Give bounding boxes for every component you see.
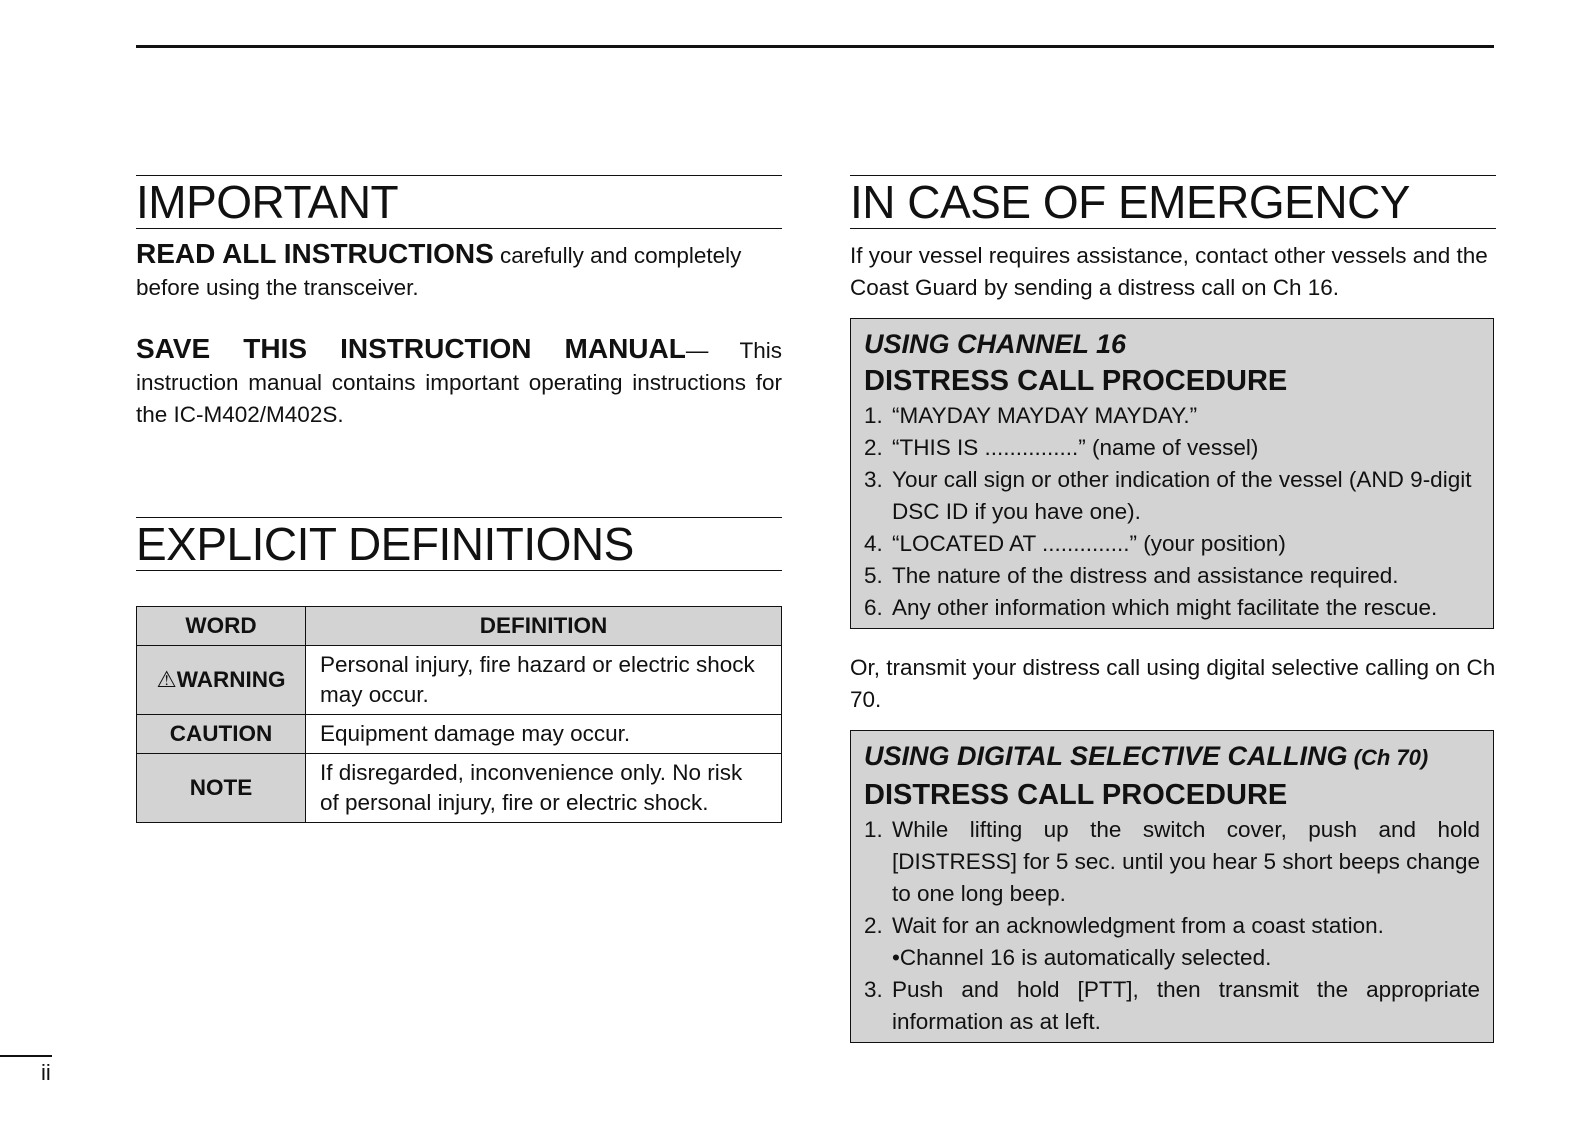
page-number: ii (41, 1060, 51, 1085)
list-item (864, 942, 1480, 974)
list-item (864, 400, 1480, 432)
step-number: 6. (864, 595, 883, 620)
save-manual-text: — This instruction manual contains important operating instructions for the IC-M402/M402S. (136, 338, 782, 427)
header-word: WORD (137, 607, 306, 646)
save-manual-paragraph (136, 333, 782, 431)
list-item (864, 464, 1480, 528)
channel16-procedure-box (850, 318, 1494, 629)
list-item (864, 910, 1480, 942)
step-number: 2. (864, 913, 883, 938)
dsc-heading: DISTRESS CALL PROCEDURE (864, 779, 1288, 811)
read-instructions-lead: READ ALL INSTRUCTIONS (136, 238, 494, 269)
step-text: “THIS IS ...............” (name of vessel) (892, 435, 1259, 460)
footer-rule (0, 1055, 52, 1057)
channel16-steps (864, 400, 1480, 624)
list-item (864, 974, 1480, 1038)
step-text: Any other information which might facilitate the rescue. (892, 595, 1438, 620)
warning-label: WARNING (176, 667, 286, 692)
step-text: Wait for an acknowledgment from a coast station. (892, 913, 1384, 938)
step-text: •Channel 16 is automatically selected. (892, 945, 1272, 970)
definitions-table (136, 606, 782, 823)
dsc-intro: Or, transmit your distress call using digital selective calling on Ch 70. (850, 655, 1496, 712)
warning-icon: ⚠ (156, 667, 177, 692)
note-definition: If disregarded, inconvenience only. No risk of personal injury, fire or electric shock. (306, 754, 782, 823)
step-number: 5. (864, 563, 883, 588)
save-manual-lead: SAVE THIS INSTRUCTION MANUAL (136, 333, 686, 364)
step-number: 1. (864, 817, 883, 842)
emergency-title: IN CASE OF EMERGENCY (850, 175, 1496, 229)
caution-definition: Equipment damage may occur. (306, 715, 782, 754)
emergency-intro: If your vessel requires assistance, contact other vessels and the Coast Guard by sending a distress call on Ch 16. (850, 243, 1488, 300)
read-instructions-text: carefully and completely before using the transceiver. (136, 243, 742, 300)
step-text: Your call sign or other indication of the vessel (AND 9-digit DSC ID if you have one). (892, 467, 1472, 524)
table-row (137, 715, 782, 754)
list-item (864, 560, 1480, 592)
step-number: 3. (864, 467, 883, 492)
dsc-subtitle (864, 738, 1480, 776)
list-item (864, 528, 1480, 560)
step-text: “LOCATED AT ..............” (your position) (892, 531, 1286, 556)
table-row (137, 646, 782, 715)
definitions-title: EXPLICIT DEFINITIONS (136, 517, 782, 571)
channel16-subtitle: USING CHANNEL 16 (864, 329, 1127, 359)
list-item (864, 592, 1480, 624)
important-title: IMPORTANT (136, 175, 782, 229)
channel16-heading: DISTRESS CALL PROCEDURE (864, 365, 1288, 397)
dsc-subtitle-main: USING DIGITAL SELECTIVE CALLING (864, 741, 1348, 771)
note-word-cell: NOTE (137, 754, 306, 823)
list-item (864, 814, 1480, 910)
caution-word-cell: CAUTION (137, 715, 306, 754)
dsc-subtitle-channel: (Ch 70) (1347, 745, 1429, 770)
step-text: “MAYDAY MAYDAY MAYDAY.” (892, 403, 1198, 428)
table-header-row (137, 607, 782, 646)
dsc-procedure-box (850, 730, 1494, 1043)
step-text: Push and hold [PTT], then transmit the appropriate information as at left. (892, 977, 1480, 1034)
table-row (137, 754, 782, 823)
warning-definition: Personal injury, fire hazard or electric shock may occur. (306, 646, 782, 715)
step-text: The nature of the distress and assistance required. (892, 563, 1399, 588)
step-number: 2. (864, 435, 883, 460)
step-number: 3. (864, 977, 883, 1002)
dsc-steps (864, 814, 1480, 1038)
list-item (864, 432, 1480, 464)
read-instructions-paragraph (136, 238, 782, 304)
step-number: 4. (864, 531, 883, 556)
warning-word-cell (137, 646, 306, 715)
top-rule (136, 45, 1494, 48)
step-number: 1. (864, 403, 883, 428)
step-text: While lifting up the switch cover, push and hold [DISTRESS] for 5 sec. until you hear 5 short beeps change to one long beep. (892, 817, 1480, 906)
header-definition: DEFINITION (306, 607, 782, 646)
